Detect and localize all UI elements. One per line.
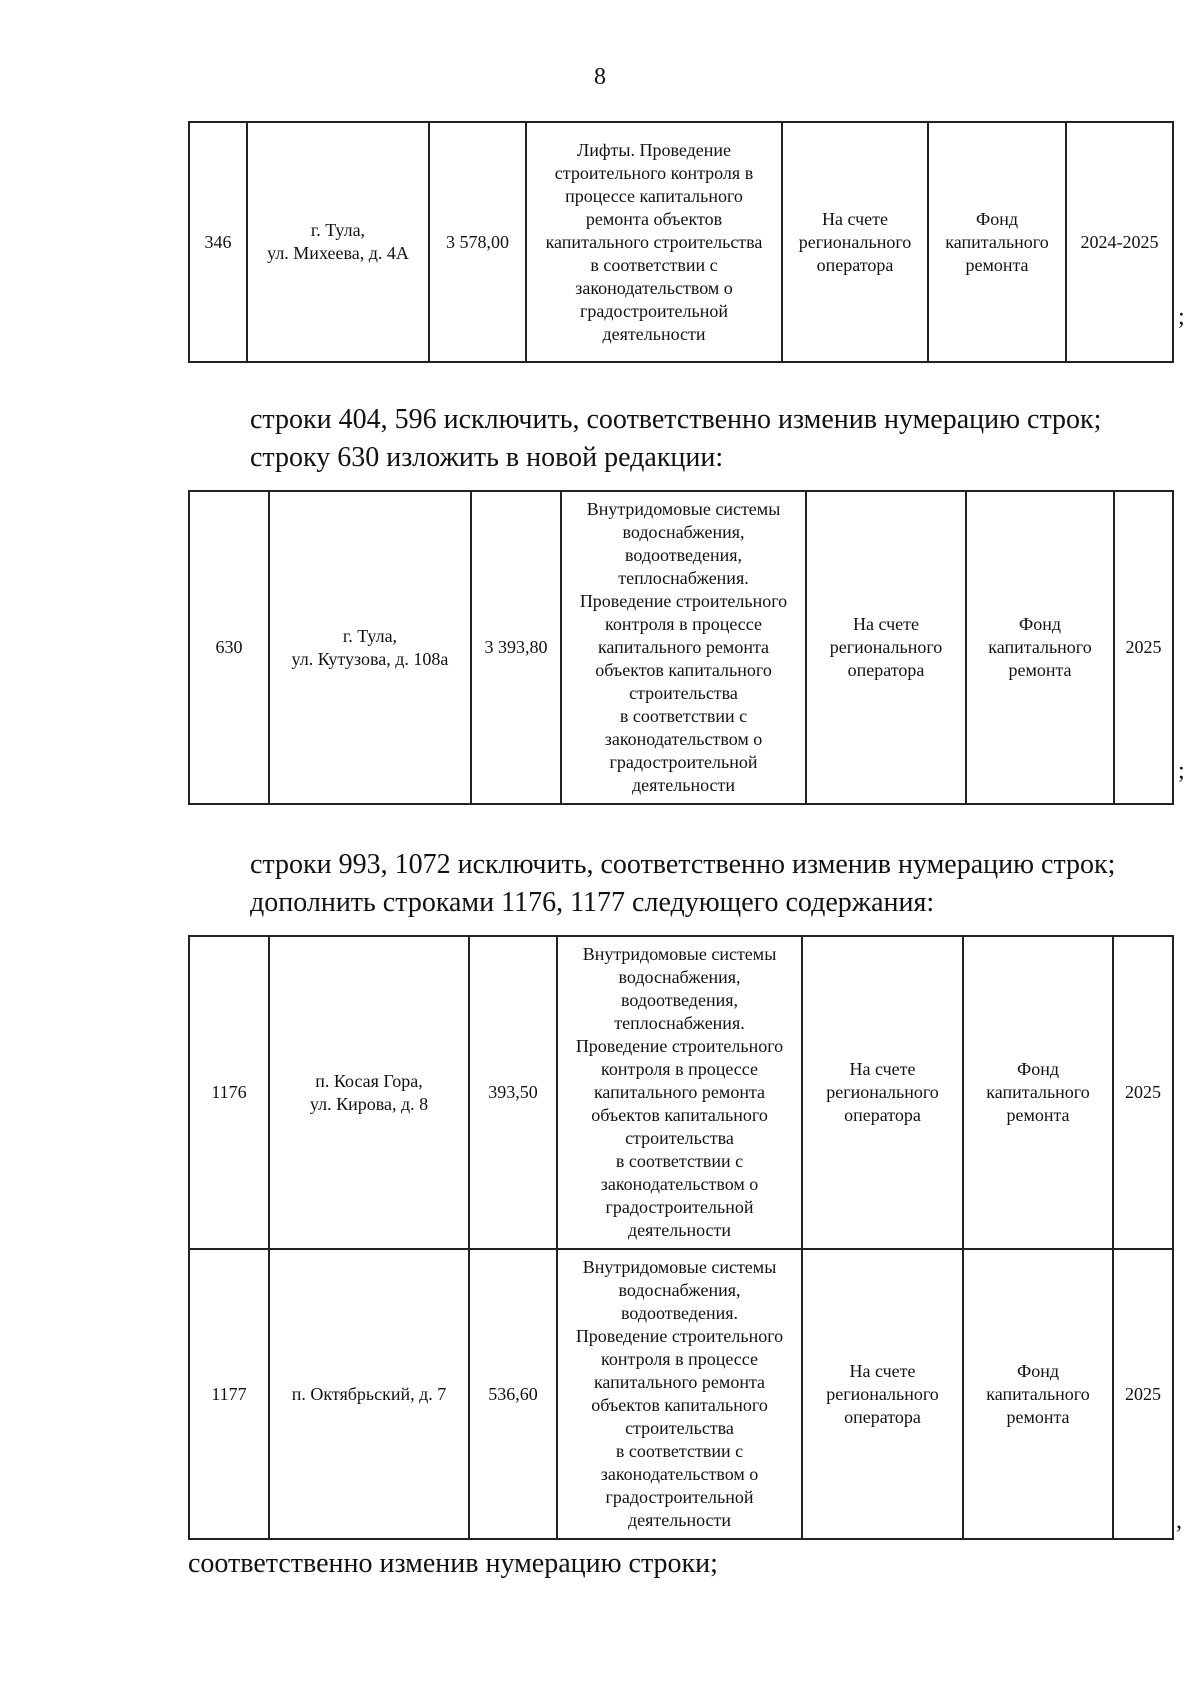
table-row-1177 [189, 1249, 1173, 1539]
funding-source: Фонд капитального ремонта [966, 491, 1114, 804]
work-description: Лифты. Проведение строительного контроля в процессе капитального ремонта объектов капитального строительства в соответствии с законодательством о градостроительной деятельности [526, 122, 782, 362]
page-number: 8 [594, 64, 606, 90]
cost-value: 3 578,00 [429, 122, 526, 362]
work-description: Внутридомовые системы водоснабжения, водоотведения. Проведение строительного контроля в процессе капитального ремонта объектов капитального строительства в соответствии с законодательством о градостроительной деятельности [557, 1249, 802, 1539]
period: 2025 [1113, 936, 1173, 1249]
table-row-1176 [189, 936, 1173, 1249]
object-address: п. Косая Гора, ул. Кирова, д. 8 [269, 936, 469, 1249]
account-type: На счете регионального оператора [802, 936, 963, 1249]
comma-mark: , [1176, 1508, 1182, 1534]
text-line: строку 630 изложить в новой редакции: [250, 442, 724, 473]
semicolon-mark: ; [1178, 758, 1185, 784]
cost-value: 3 393,80 [471, 491, 561, 804]
semicolon-mark: ; [1178, 304, 1185, 330]
cost-value: 393,50 [469, 936, 557, 1249]
period: 2025 [1114, 491, 1173, 804]
row-number: 630 [189, 491, 269, 804]
funding-source: Фонд капитального ремонта [928, 122, 1066, 362]
closing-text: соответственно изменив нумерацию строки; [188, 1548, 718, 1579]
account-type: На счете регионального оператора [802, 1249, 963, 1539]
table-new-rows [188, 935, 1174, 1540]
account-type: На счете регионального оператора [782, 122, 928, 362]
row-number: 1177 [189, 1249, 269, 1539]
cost-value: 536,60 [469, 1249, 557, 1539]
table-row-630 [188, 490, 1174, 805]
object-address: г. Тула, ул. Кутузова, д. 108а [269, 491, 471, 804]
funding-source: Фонд капитального ремонта [963, 936, 1113, 1249]
period: 2024-2025 [1066, 122, 1173, 362]
row-number: 1176 [189, 936, 269, 1249]
text-line: дополнить строками 1176, 1177 следующего содержания: [250, 887, 935, 918]
work-description: Внутридомовые системы водоснабжения, водоотведения, теплоснабжения. Проведение строительного контроля в процессе капитального ремонта объектов капитального строительства в соответствии с законодательством о градостроительной деятельности [561, 491, 806, 804]
object-address: г. Тула, ул. Михеева, д. 4А [247, 122, 429, 362]
row-number: 346 [189, 122, 247, 362]
period: 2025 [1113, 1249, 1173, 1539]
text-line: строки 993, 1072 исключить, соответственно изменив нумерацию строк; [250, 849, 1116, 880]
account-type: На счете регионального оператора [806, 491, 966, 804]
text-line: строки 404, 596 исключить, соответственно изменив нумерацию строк; [250, 404, 1102, 435]
amendment-text-1 [250, 401, 1101, 477]
object-address: п. Октябрьский, д. 7 [269, 1249, 469, 1539]
work-description: Внутридомовые системы водоснабжения, водоотведения, теплоснабжения. Проведение строительного контроля в процессе капитального ремонта объектов капитального строительства в соответствии с законодательством о градостроительной деятельности [557, 936, 802, 1249]
funding-source: Фонд капитального ремонта [963, 1249, 1113, 1539]
table-row-346 [188, 121, 1174, 363]
amendment-text-2 [250, 846, 1115, 922]
